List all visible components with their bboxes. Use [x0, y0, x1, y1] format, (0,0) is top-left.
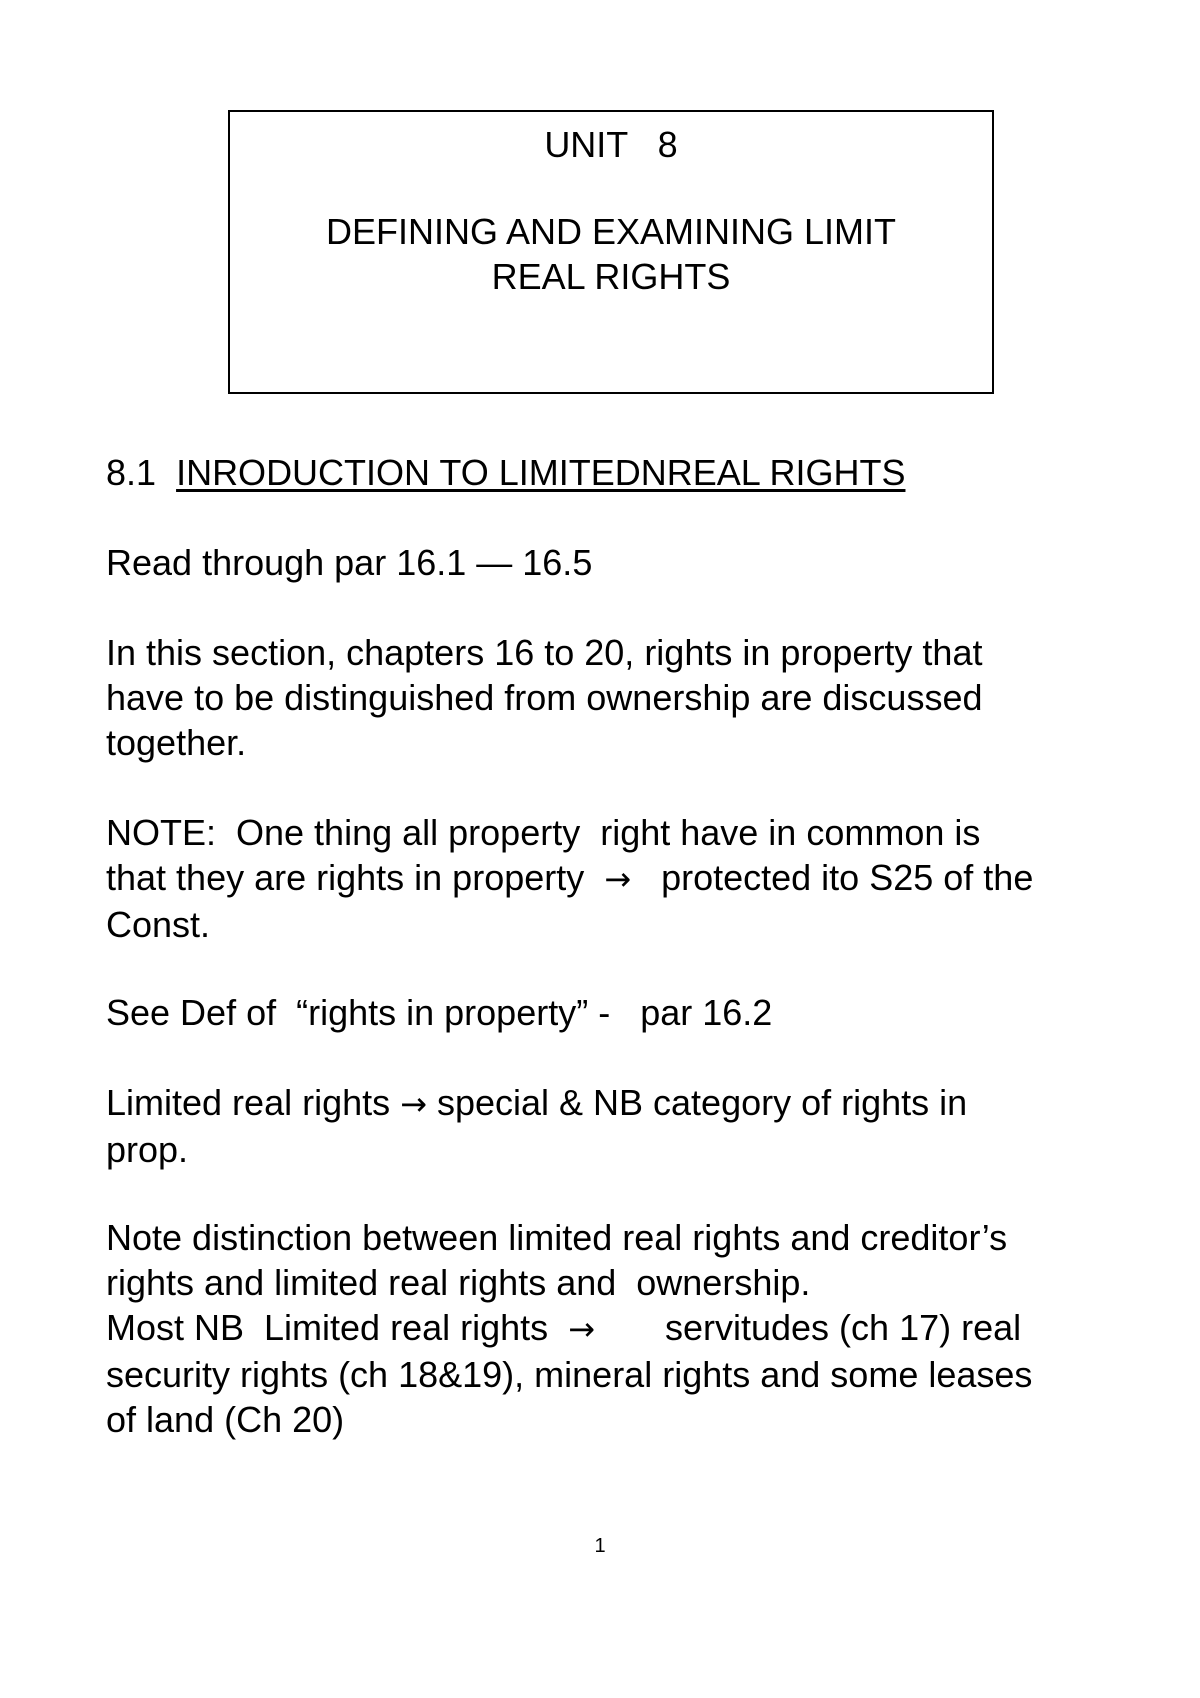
- note-line-2-end: protected ito S25 of the: [631, 857, 1034, 898]
- note-line-1: NOTE: One thing all property right have in common is: [106, 812, 981, 853]
- most-nb-line-1-start: Most NB Limited real rights: [106, 1307, 569, 1348]
- page-number: 1: [594, 1535, 606, 1557]
- title-box: [228, 110, 994, 394]
- see-def-text: See Def of “rights in property” - par 16.2: [106, 992, 773, 1033]
- note-line-2-start: that they are rights in property: [106, 857, 605, 898]
- limited-line-1-end: special & NB category of rights in: [426, 1082, 968, 1123]
- intro-line-2: have to be distinguished from ownership are discussed: [106, 677, 983, 718]
- unit-label: UNIT 8: [544, 124, 678, 165]
- note-line-2: [106, 855, 1136, 902]
- limited-line-1: [106, 1080, 1136, 1127]
- unit-title-line-2: REAL RIGHTS: [491, 256, 731, 297]
- limited-real-rights-paragraph: [106, 1080, 1136, 1172]
- section-number: 8.1: [106, 452, 177, 493]
- see-def-paragraph: [106, 990, 1136, 1035]
- most-nb-line-2: security rights (ch 18&19), mineral rights and some leases: [106, 1354, 1033, 1395]
- distinction-line-1: Note distinction between limited real rights and creditor’s: [106, 1217, 1008, 1258]
- note-line-3: Const.: [106, 904, 211, 945]
- distinction-line-2: rights and limited real rights and ownership.: [106, 1262, 811, 1303]
- right-arrow-icon: →: [568, 1310, 595, 1348]
- read-through-paragraph: [106, 540, 1136, 585]
- read-through-text: Read through par 16.1 — 16.5: [106, 542, 593, 583]
- intro-line-1: In this section, chapters 16 to 20, rights in property that: [106, 632, 983, 673]
- unit-title-line-1: DEFINING AND EXAMINING LIMIT: [325, 211, 897, 252]
- distinction-paragraph: [106, 1215, 1136, 1442]
- limited-line-1-start: Limited real rights: [106, 1082, 401, 1123]
- limited-line-2: prop.: [106, 1129, 189, 1170]
- most-nb-line-1-end: servitudes (ch 17) real: [594, 1307, 1022, 1348]
- note-paragraph: [106, 810, 1136, 947]
- intro-paragraph: [106, 630, 1136, 765]
- most-nb-line-1: [106, 1305, 1136, 1352]
- right-arrow-icon: →: [400, 1085, 427, 1123]
- section-heading: [106, 450, 1136, 495]
- section-title: INRODUCTION TO LIMITEDNREAL RIGHTS: [176, 452, 906, 493]
- most-nb-line-3: of land (Ch 20): [106, 1399, 345, 1440]
- right-arrow-icon: →: [604, 860, 632, 898]
- intro-line-3: together.: [106, 722, 247, 763]
